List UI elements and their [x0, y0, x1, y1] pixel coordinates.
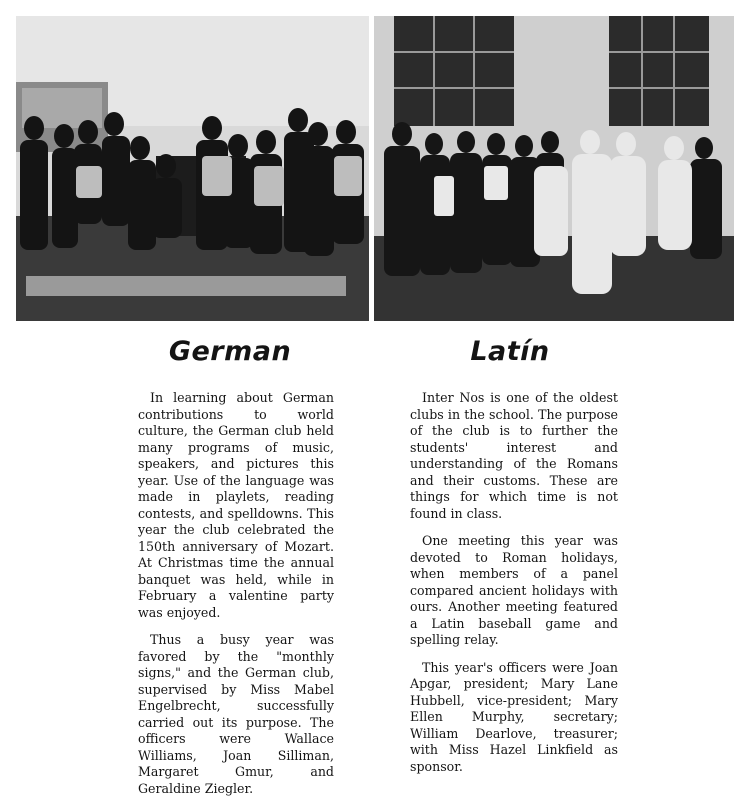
latin-paragraph: One meeting this year was devoted to Roman holidays, when members of a panel compared ancient holidays with ours. Another meeting featured a Latin baseball game and spelling relay.: [410, 533, 618, 647]
german-paragraph: In learning about German contributions to world culture, the German club held many programs of music, speakers, and pictures this year. Use of the language was made in playlets, reading contests, and spelldowns. This year the club celebrated the 150th anniversary of Mozart. At Christmas time the annual banquet was held, while in February a valentine party was enjoyed.: [138, 390, 334, 620]
german-article: [138, 390, 334, 808]
latin-paragraph: This year's officers were Joan Apgar, president; Mary Lane Hubbell, vice-president; Mary Ellen Murphy, secretary; William Dearlove, treasurer; with Miss Hazel Linkfield as sponsor.: [410, 659, 618, 774]
latin-club-photo: [374, 16, 734, 321]
latin-paragraph: Inter Nos is one of the oldest clubs in the school. The purpose of the club is to further the students' interest and understanding of the Romans and their customs. These are things for which time is not found in class.: [410, 390, 618, 521]
latin-section-title: Latín: [470, 336, 550, 367]
german-section-title: German: [168, 336, 292, 367]
latin-article: [410, 390, 618, 786]
german-paragraph: Thus a busy year was favored by the "monthly signs," and the German club, supervised by Miss Mabel Engelbrecht, successfully carried out its purpose. The officers were Wallace Williams, Joan Silliman, Margaret Gmur, and Geraldine Ziegler.: [138, 632, 334, 796]
german-club-photo: [16, 16, 369, 321]
